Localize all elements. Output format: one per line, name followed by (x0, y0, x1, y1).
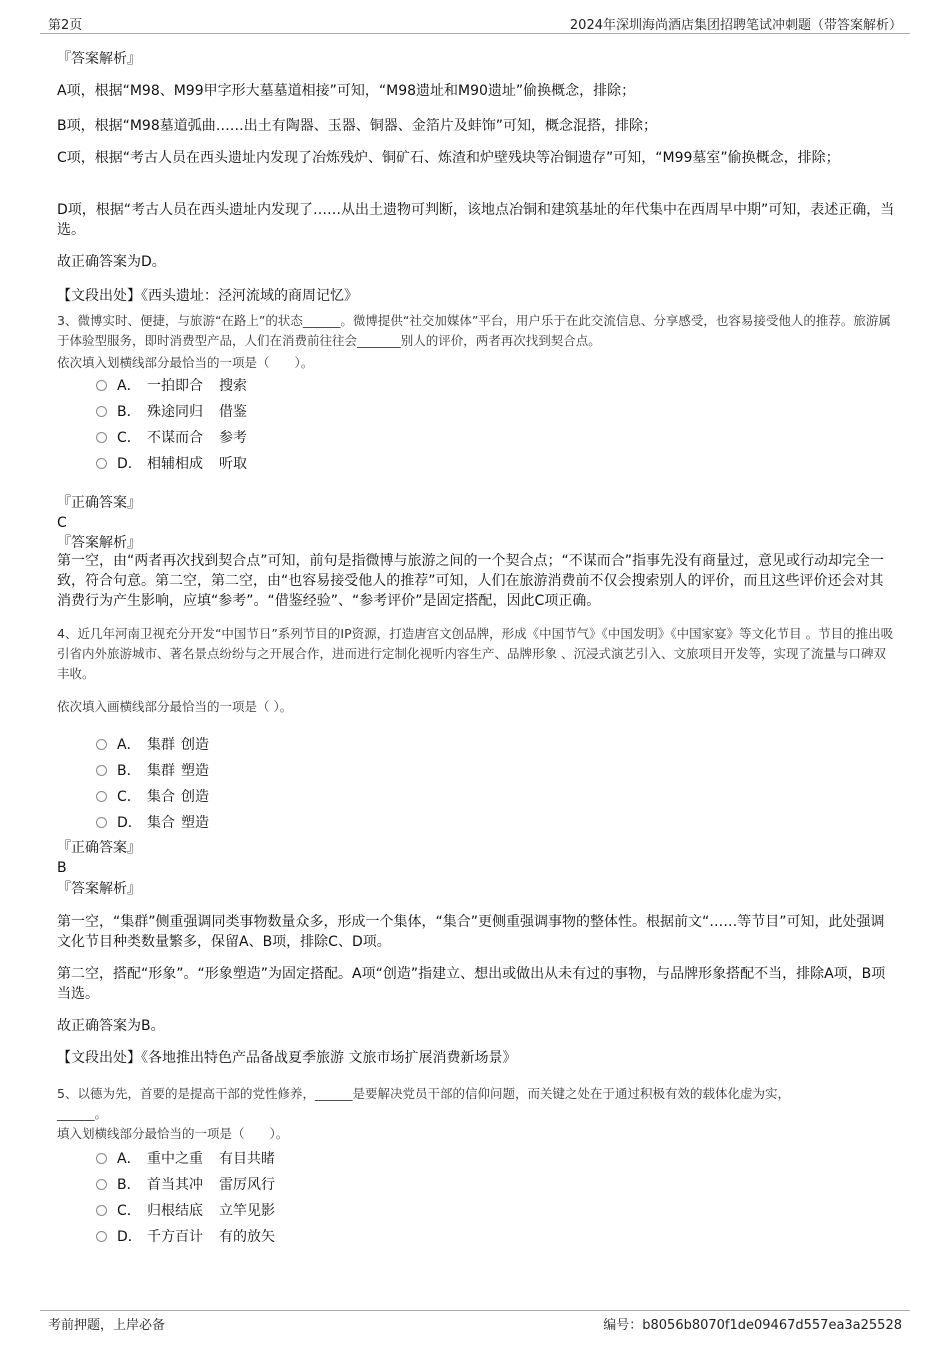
analysis-option-a: A项，根据“M98、M99甲字形大墓墓道相接”可知，“M98遗址和M90遗址”偷换概念，排除； (57, 83, 636, 99)
radio-icon[interactable] (96, 1153, 107, 1164)
q5-option-a[interactable]: A． 重中之重 有目共睹 (96, 1148, 275, 1168)
q3-option-d[interactable]: D． 相辅相成 听取 (96, 453, 247, 473)
analysis-heading: 『答案解析』 (57, 51, 141, 67)
q5-option-b[interactable]: B． 首当其冲 雷厉风行 (96, 1174, 275, 1194)
q5-option-c[interactable]: C． 归根结底 立竿见影 (96, 1200, 275, 1220)
radio-icon[interactable] (96, 380, 107, 391)
analysis-option-c: C项，根据“考古人员在西头遗址内发现了冶炼残炉、铜矿石、炼渣和炉壁残块等冶铜遗存”可知，“M99墓室”偷换概念，排除； (57, 150, 840, 166)
footer-slogan: 考前押题，上岸必备 (48, 1318, 166, 1333)
page-number: 第2页 (48, 18, 83, 33)
question-5-instruction: 填入划横线部分最恰当的一项是（ ）。 (57, 1126, 289, 1141)
analysis-option-d: D项，根据“考古人员在西头遗址内发现了……从出土遗物可判断，该地点冶铜和建筑基址的年代集中在西周早中期”可知，表述正确，当选。 (57, 202, 895, 238)
question-4-instruction: 依次填入画横线部分最恰当的一项是（ ）。 (57, 699, 293, 714)
q4-option-d[interactable]: D． 集合 塑造 (96, 812, 209, 832)
analysis-option-b: B项，根据“M98墓道弧曲……出土有陶器、玉器、铜器、金箔片及蚌饰”可知，概念混搭，排除； (57, 118, 658, 134)
q4-option-a[interactable]: A． 集群 创造 (96, 734, 209, 754)
radio-icon[interactable] (96, 458, 107, 469)
q5-option-d[interactable]: D． 千方百计 有的放矢 (96, 1226, 275, 1246)
document-title: 2024年深圳海尚酒店集团招聘笔试冲刺题（带答案解析） (569, 18, 902, 33)
conclusion: 故正确答案为B。 (57, 1018, 165, 1034)
radio-icon[interactable] (96, 817, 107, 828)
answer-heading: 『正确答案』 (57, 840, 141, 856)
correct-answer: C (57, 515, 67, 531)
question-4-stem: 4、近几年河南卫视充分开发“中国节日”系列节目的IP资源，打造唐宫文创品牌，形成《中国节气》《中国发明》《中国家宴》等文化节目 。节目的推出吸引省内外旅游城市、著名景点纷纷与之开展合作，进而进行定制化视听内容生产、品牌形象 、沉浸式演艺引入、文旅项目开发等，实现了流量与口碑双丰收。 (57, 626, 894, 681)
radio-icon[interactable] (96, 1205, 107, 1216)
header-divider (40, 33, 910, 34)
question-4-analysis-1: 第一空，“集群”侧重强调同类事物数量众多，形成一个集体，“集合”更侧重强调事物的整体性。根据前文“……等节目”可知，此处强调文化节目种类数量繁多，保留A、B项，排除C、D项。 (57, 914, 885, 950)
radio-icon[interactable] (96, 791, 107, 802)
q3-option-c[interactable]: C． 不谋而合 参考 (96, 427, 247, 447)
footer-divider (40, 1310, 910, 1311)
q3-option-a[interactable]: A． 一拍即合 搜索 (96, 375, 247, 395)
analysis-heading: 『答案解析』 (57, 535, 141, 551)
question-4-analysis-2: 第二空，搭配“形象”。“形象塑造”为固定搭配。A项“创造”指建立、想出或做出从未有过的事物，与品牌形象搭配不当，排除A项，B项当选。 (57, 966, 886, 1002)
question-3-analysis: 第一空，由“两者再次找到契合点”可知，前句是指微博与旅游之间的一个契合点；“不谋而合”指事先没有商量过，意见或行动却完全一致，符合句意。第二空，第二空，由“也容易接受他人的推荐”可知，人们在旅游消费前不仅会搜索别人的评价，而且这些评价还会对其消费行为产生影响，应填“参考”。“借鉴经验”、“参考评价”是固定搭配，因此C项正确。 (57, 553, 885, 609)
analysis-heading: 『答案解析』 (57, 881, 141, 897)
question-3-stem: 3、微博实时、便捷，与旅游“在路上”的状态______。微博提供“社交加媒体”平台，用户乐于在此交流信息、分享感受，也容易接受他人的推荐。旅游属于体验型服务，即时消费型产品，人们在消费前往往会_______别人的评价，两者再次找到契合点。 (57, 313, 891, 348)
radio-icon[interactable] (96, 1231, 107, 1242)
q4-option-b[interactable]: B． 集群 塑造 (96, 760, 209, 780)
radio-icon[interactable] (96, 765, 107, 776)
question-3-instruction: 依次填入划横线部分最恰当的一项是（ ）。 (57, 355, 314, 370)
radio-icon[interactable] (96, 406, 107, 417)
question-5-stem: 5、以德为先，首要的是提高干部的党性修养，______是要解决党员干部的信仰问题，而关键之处在于通过积极有效的载体化虚为实，______。 (57, 1086, 790, 1121)
document-code: 编号：b8056b8070f1de09467d557ea3a25528 (603, 1318, 902, 1333)
radio-icon[interactable] (96, 432, 107, 443)
source-citation: 【文段出处】《各地推出特色产品备战夏季旅游 文旅市场扩展消费新场景》 (57, 1050, 517, 1066)
answer-heading: 『正确答案』 (57, 495, 141, 511)
conclusion: 故正确答案为D。 (57, 254, 166, 270)
q4-option-c[interactable]: C． 集合 创造 (96, 786, 209, 806)
correct-answer: B (57, 860, 67, 876)
radio-icon[interactable] (96, 1179, 107, 1190)
q3-option-b[interactable]: B． 殊途同归 借鉴 (96, 401, 247, 421)
radio-icon[interactable] (96, 739, 107, 750)
source-citation: 【文段出处】《西头遗址：泾河流域的商周记忆》 (57, 288, 358, 304)
